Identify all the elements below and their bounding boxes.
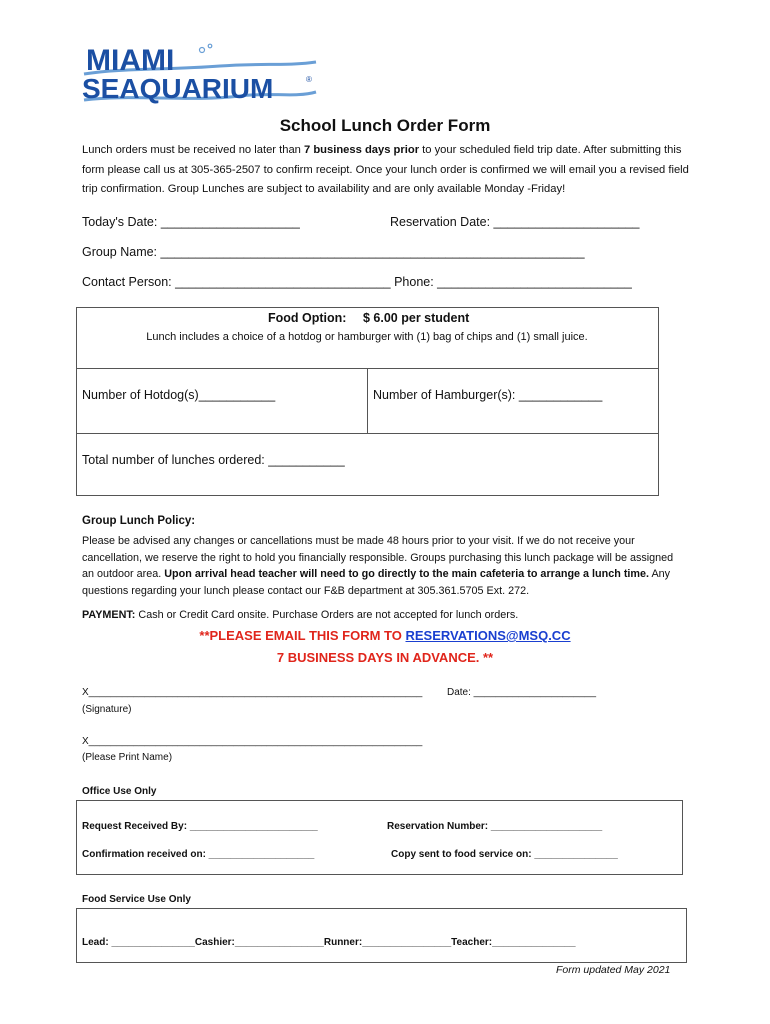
miami-seaquarium-logo (80, 40, 320, 110)
hamburger-count-field[interactable]: Number of Hamburger(s): ____________ (373, 388, 603, 402)
policy-paragraph (82, 533, 682, 599)
signature-line[interactable]: X____________________________________________________________ (82, 687, 423, 698)
food-service-staff-line[interactable]: Lead: _______________Cashier:________________Runner:________________Teacher:_______________ (82, 937, 576, 948)
intro-paragraph (82, 141, 692, 200)
food-description: Lunch includes a choice of a hotdog or hamburger with (1) bag of chips and (1) small juice. (146, 331, 588, 343)
signature-date-field[interactable]: Date: ______________________ (447, 687, 597, 698)
payment-line (82, 609, 518, 621)
email-notice-line1 (0, 628, 770, 643)
payment-text: Cash or Credit Card onsite. Purchase Orders are not accepted for lunch orders. (135, 609, 519, 621)
food-option-label: Food Option: (268, 311, 347, 325)
print-name-caption: (Please Print Name) (82, 752, 173, 763)
policy-text-2: Any questions regarding your lunch please contact our F&B department at 305.361.5705 Ext. 272. (82, 568, 671, 597)
email-notice-prefix: **PLEASE EMAIL THIS FORM TO (199, 628, 406, 643)
intro-text-1: Lunch orders must be received no later than (82, 144, 305, 156)
intro-text-2: to your scheduled field trip date. After submitting this form please call us at 305-365-2507 to confirm receipt. Once your lunch order is confirmed we will email you a revised field trip confirmation. Group Lunches are subject to availability and are only available Monday -Friday! (82, 144, 689, 195)
logo-registered: ® (306, 75, 312, 84)
request-received-field[interactable]: Request Received By: _______________________ (82, 821, 318, 832)
page-title: School Lunch Order Form (279, 116, 491, 135)
hotdog-count-field[interactable]: Number of Hotdog(s)___________ (82, 388, 276, 402)
payment-label: PAYMENT: (82, 609, 136, 621)
policy-heading: Group Lunch Policy: (82, 515, 196, 527)
print-name-line[interactable]: X____________________________________________________________ (82, 736, 423, 747)
reservation-number-field[interactable]: Reservation Number: ____________________ (387, 821, 603, 832)
office-use-heading: Office Use Only (82, 786, 157, 797)
form-updated-footer: Form updated May 2021 (556, 964, 671, 976)
office-use-box (76, 800, 683, 875)
group-name-field[interactable]: Group Name: _____________________________________________________________ (82, 245, 585, 259)
signature-caption: (Signature) (82, 704, 132, 715)
food-option-price: $ 6.00 per student (363, 311, 470, 325)
reservation-date-field[interactable]: Reservation Date: _____________________ (390, 215, 640, 229)
copy-sent-field[interactable]: Copy sent to food service on: _______________ (391, 849, 618, 860)
intro-bold: 7 business days prior (304, 144, 420, 156)
confirmation-received-field[interactable]: Confirmation received on: ___________________ (82, 849, 315, 860)
food-service-box (76, 908, 687, 963)
logo-graphic (80, 40, 320, 110)
todays-date-field[interactable]: Today's Date: ____________________ (82, 215, 300, 229)
logo-line2: SEAQUARIUM (82, 73, 274, 104)
email-link[interactable]: RESERVATIONS@MSQ.CC (405, 628, 571, 643)
email-notice-line2: 7 BUSINESS DAYS IN ADVANCE. ** (276, 650, 494, 665)
policy-bold: Upon arrival head teacher will need to go directly to the main cafeteria to arrange a lunch time. (164, 568, 650, 580)
logo-line1: MIAMI (86, 44, 175, 77)
count-divider (367, 368, 368, 434)
food-service-heading: Food Service Use Only (82, 894, 191, 905)
policy-text-1: Please be advised any changes or cancellations must be made 48 hours prior to your visit. If we do not receive your cancellation, we reserve the right to hold you financially responsible. Groups purchasing this lunch package will be assigned an outdoor area. (82, 535, 674, 580)
contact-phone-field[interactable]: Contact Person: _______________________________ Phone: ____________________________ (82, 275, 632, 289)
total-lunches-field[interactable]: Total number of lunches ordered: ___________ (82, 453, 345, 467)
